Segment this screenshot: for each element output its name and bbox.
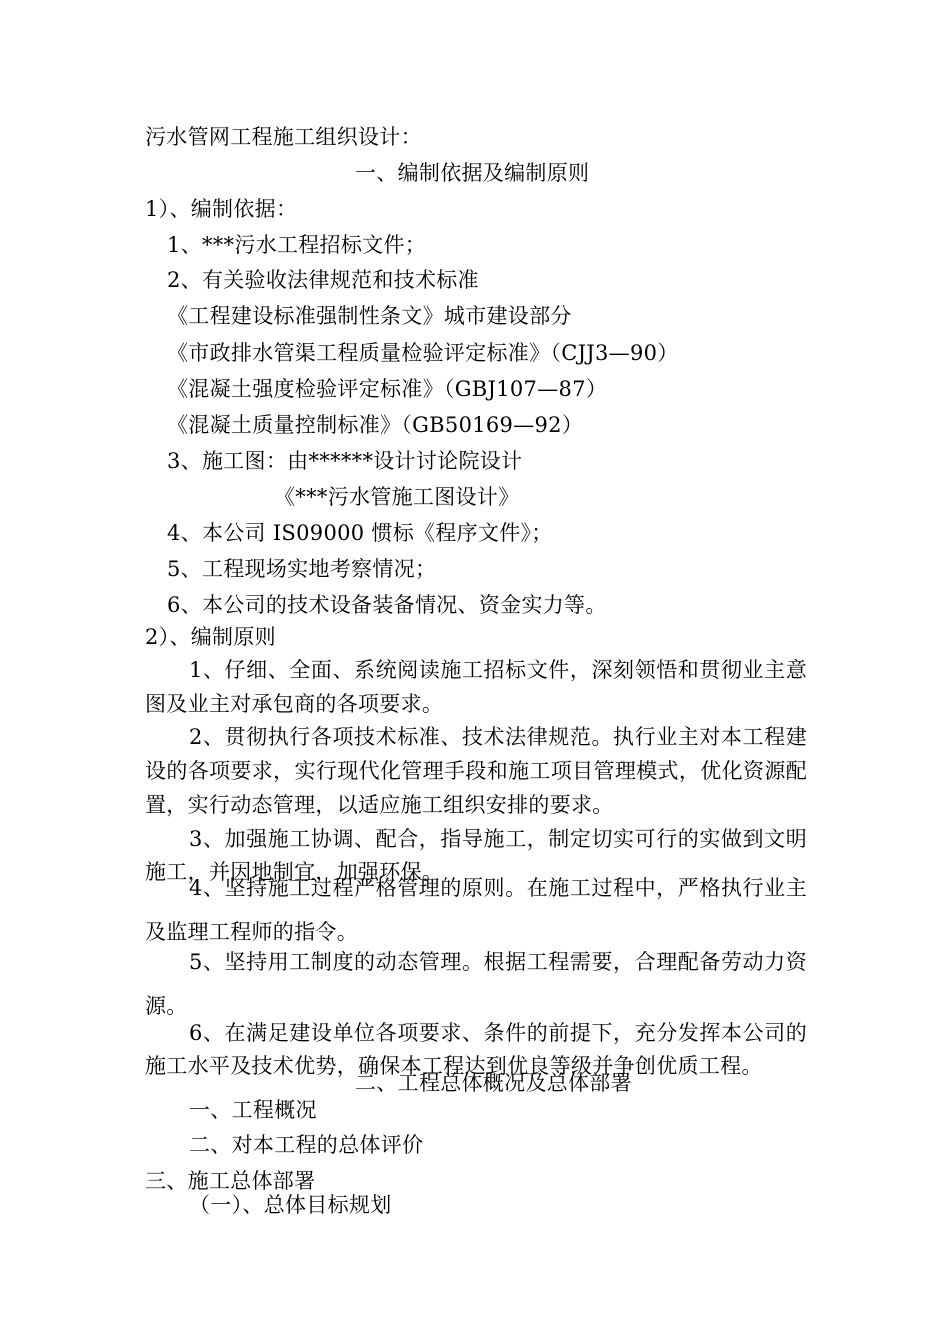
principle-paragraph: 2、贯彻执行各项技术标准、技术法律规范。执行业主对本工程建设的各项要求，实行现代化管理手段和施工项目管理模式，优化资源配置，实行动态管理，以适应施工组织安排的要求。 [145,725,807,817]
principle-paragraph: 4、坚持施工过程严格管理的原则。在施工过程中，严格执行业主及监理工程师的指令。 [145,876,807,944]
drawing-citation: 《***污水管施工图设计》 [274,485,520,509]
basis-heading: 1）、编制依据： [145,197,298,221]
section-heading-2: 二、工程总体概况及总体部署 [355,1071,632,1095]
overview-item: 三、施工总体部署 [145,1169,316,1193]
basis-item: 3、施工图：由******设计讨论院设计 [167,449,523,473]
standard-citation: 《混凝土质量控制标准》（GB50169—92） [167,413,584,437]
basis-item: 2、有关验收法律规范和技术标准 [167,268,479,292]
section-heading-1: 一、编制依据及编制原则 [355,161,590,185]
principles-heading: 2）、编制原则 [145,625,276,649]
overview-item: 一、工程概况 [189,1098,317,1122]
basis-item: 5、工程现场实地考察情况； [167,557,437,581]
principle-paragraph: 6、在满足建设单位各项要求、条件的前提下，充分发挥本公司的施工水平及技术优势，确保本工程达到优良等级并争创优质工程。 [145,1021,807,1078]
overview-item: （一）、总体目标规划 [189,1193,392,1217]
basis-item: 1、***污水工程招标文件； [167,233,427,257]
principle-paragraph: 5、坚持用工制度的动态管理。根据工程需要，合理配备劳动力资源。 [145,950,807,1018]
standard-citation: 《混凝土强度检验评定标准》（GBJ107—87） [167,377,608,401]
document-title: 污水管网工程施工组织设计： [145,125,422,149]
principle-paragraph: 1、仔细、全面、系统阅读施工招标文件，深刻领悟和贯彻业主意图及业主对承包商的各项要求。 [145,658,807,716]
basis-item: 4、本公司 IS09000 惯标《程序文件》； [167,521,553,545]
standard-citation: 《工程建设标准强制性条文》城市建设部分 [167,304,572,328]
principle-paragraph: 3、加强施工协调、配合，指导施工，制定切实可行的实做到文明施工，并因地制宜，加强环保。 [145,827,807,884]
standard-citation: 《市政排水管渠工程质量检验评定标准》（CJJ3—90） [167,341,679,365]
overview-item: 二、对本工程的总体评价 [189,1133,424,1157]
basis-item: 6、本公司的技术设备装备情况、资金实力等。 [167,593,607,617]
